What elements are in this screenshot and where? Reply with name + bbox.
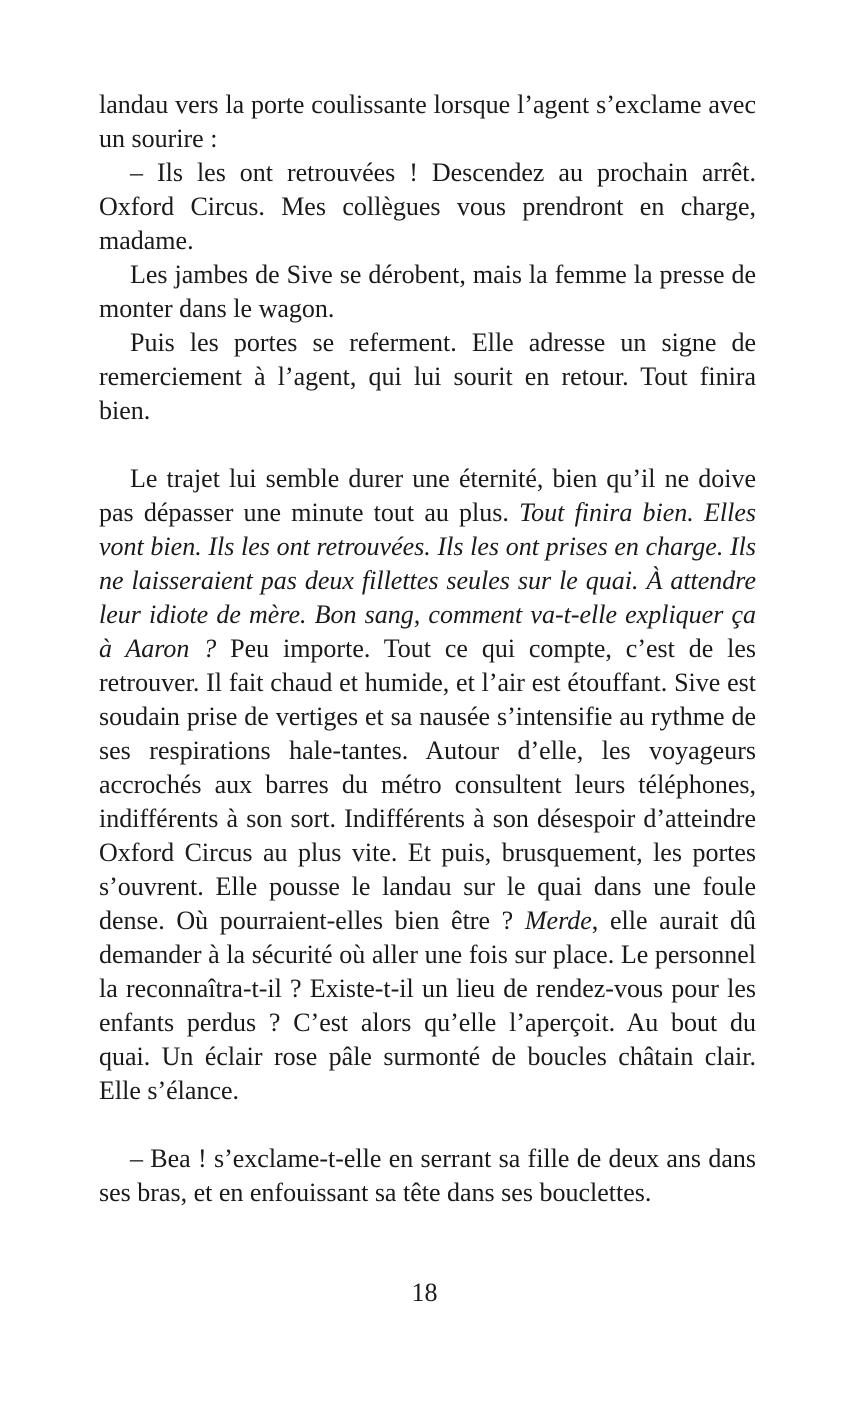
page-body: [99, 88, 756, 1210]
text-run: – Bea ! s’exclame-t-elle en serrant sa fille de deux ans dans ses bras, et en enfouissant sa tête dans ses bouclettes.: [99, 1144, 756, 1207]
paragraph: [99, 462, 756, 1108]
text-run: landau vers la porte coulissante lorsque l’agent s’exclame avec un sourire :: [99, 90, 756, 153]
page-number: 18: [411, 1278, 438, 1307]
italic-text: Tout finira bien. Elles vont bien. Ils les ont retrouvées. Ils les ont prises en charge. Ils ne laisseraient pas deux fillettes seules sur le quai. À attendre leur idiote de mère. Bon sang, comment va-t-elle expliquer ça à Aaron ?: [99, 498, 756, 663]
paragraph: [99, 1142, 756, 1210]
paragraph: [99, 88, 756, 156]
text-run: Les jambes de Sive se dérobent, mais la femme la presse de monter dans le wagon.: [99, 260, 756, 323]
text-run: – Ils les ont retrouvées ! Descendez au prochain arrêt. Oxford Circus. Mes collègues vous prendront en charge, madame.: [99, 158, 756, 255]
paragraph: [99, 258, 756, 326]
text-run: Puis les portes se referment. Elle adresse un signe de remerciement à l’agent, qui lui sourit en retour. Tout finira bien.: [99, 328, 756, 425]
paragraph: [99, 156, 756, 258]
italic-text: Merde: [524, 906, 592, 935]
text-run: , elle aurait dû demander à la sécurité où aller une fois sur place. Le personnel la reconnaîtra-t-il ? Existe-t-il un lieu de rendez-vous pour les enfants perdus ? C’est alors qu’elle l’aperçoit. Au bout du quai. Un éclair rose pâle surmonté de boucles châtain clair. Elle s’élance.: [99, 906, 757, 1105]
paragraph: [99, 326, 756, 428]
text-run: Peu importe. Tout ce qui compte, c’est de les retrouver. Il fait chaud et humide, et l’air est étouffant. Sive est soudain prise de vertiges et sa nausée s’intensifie au rythme de ses respirations hale-tantes. Autour d’elle, les voyageurs accrochés aux barres du métro consultent leurs téléphones, indifférents à son sort. Indifférents à son désespoir d’atteindre Oxford Circus au plus vite. Et puis, brusquement, les portes s’ouvrent. Elle pousse le landau sur le quai dans une foule dense. Où pourraient-elles bien être ?: [99, 634, 756, 935]
text-run: Le trajet lui semble durer une éternité, bien qu’il ne doive pas dépasser une minute tout au plus.: [99, 464, 756, 527]
